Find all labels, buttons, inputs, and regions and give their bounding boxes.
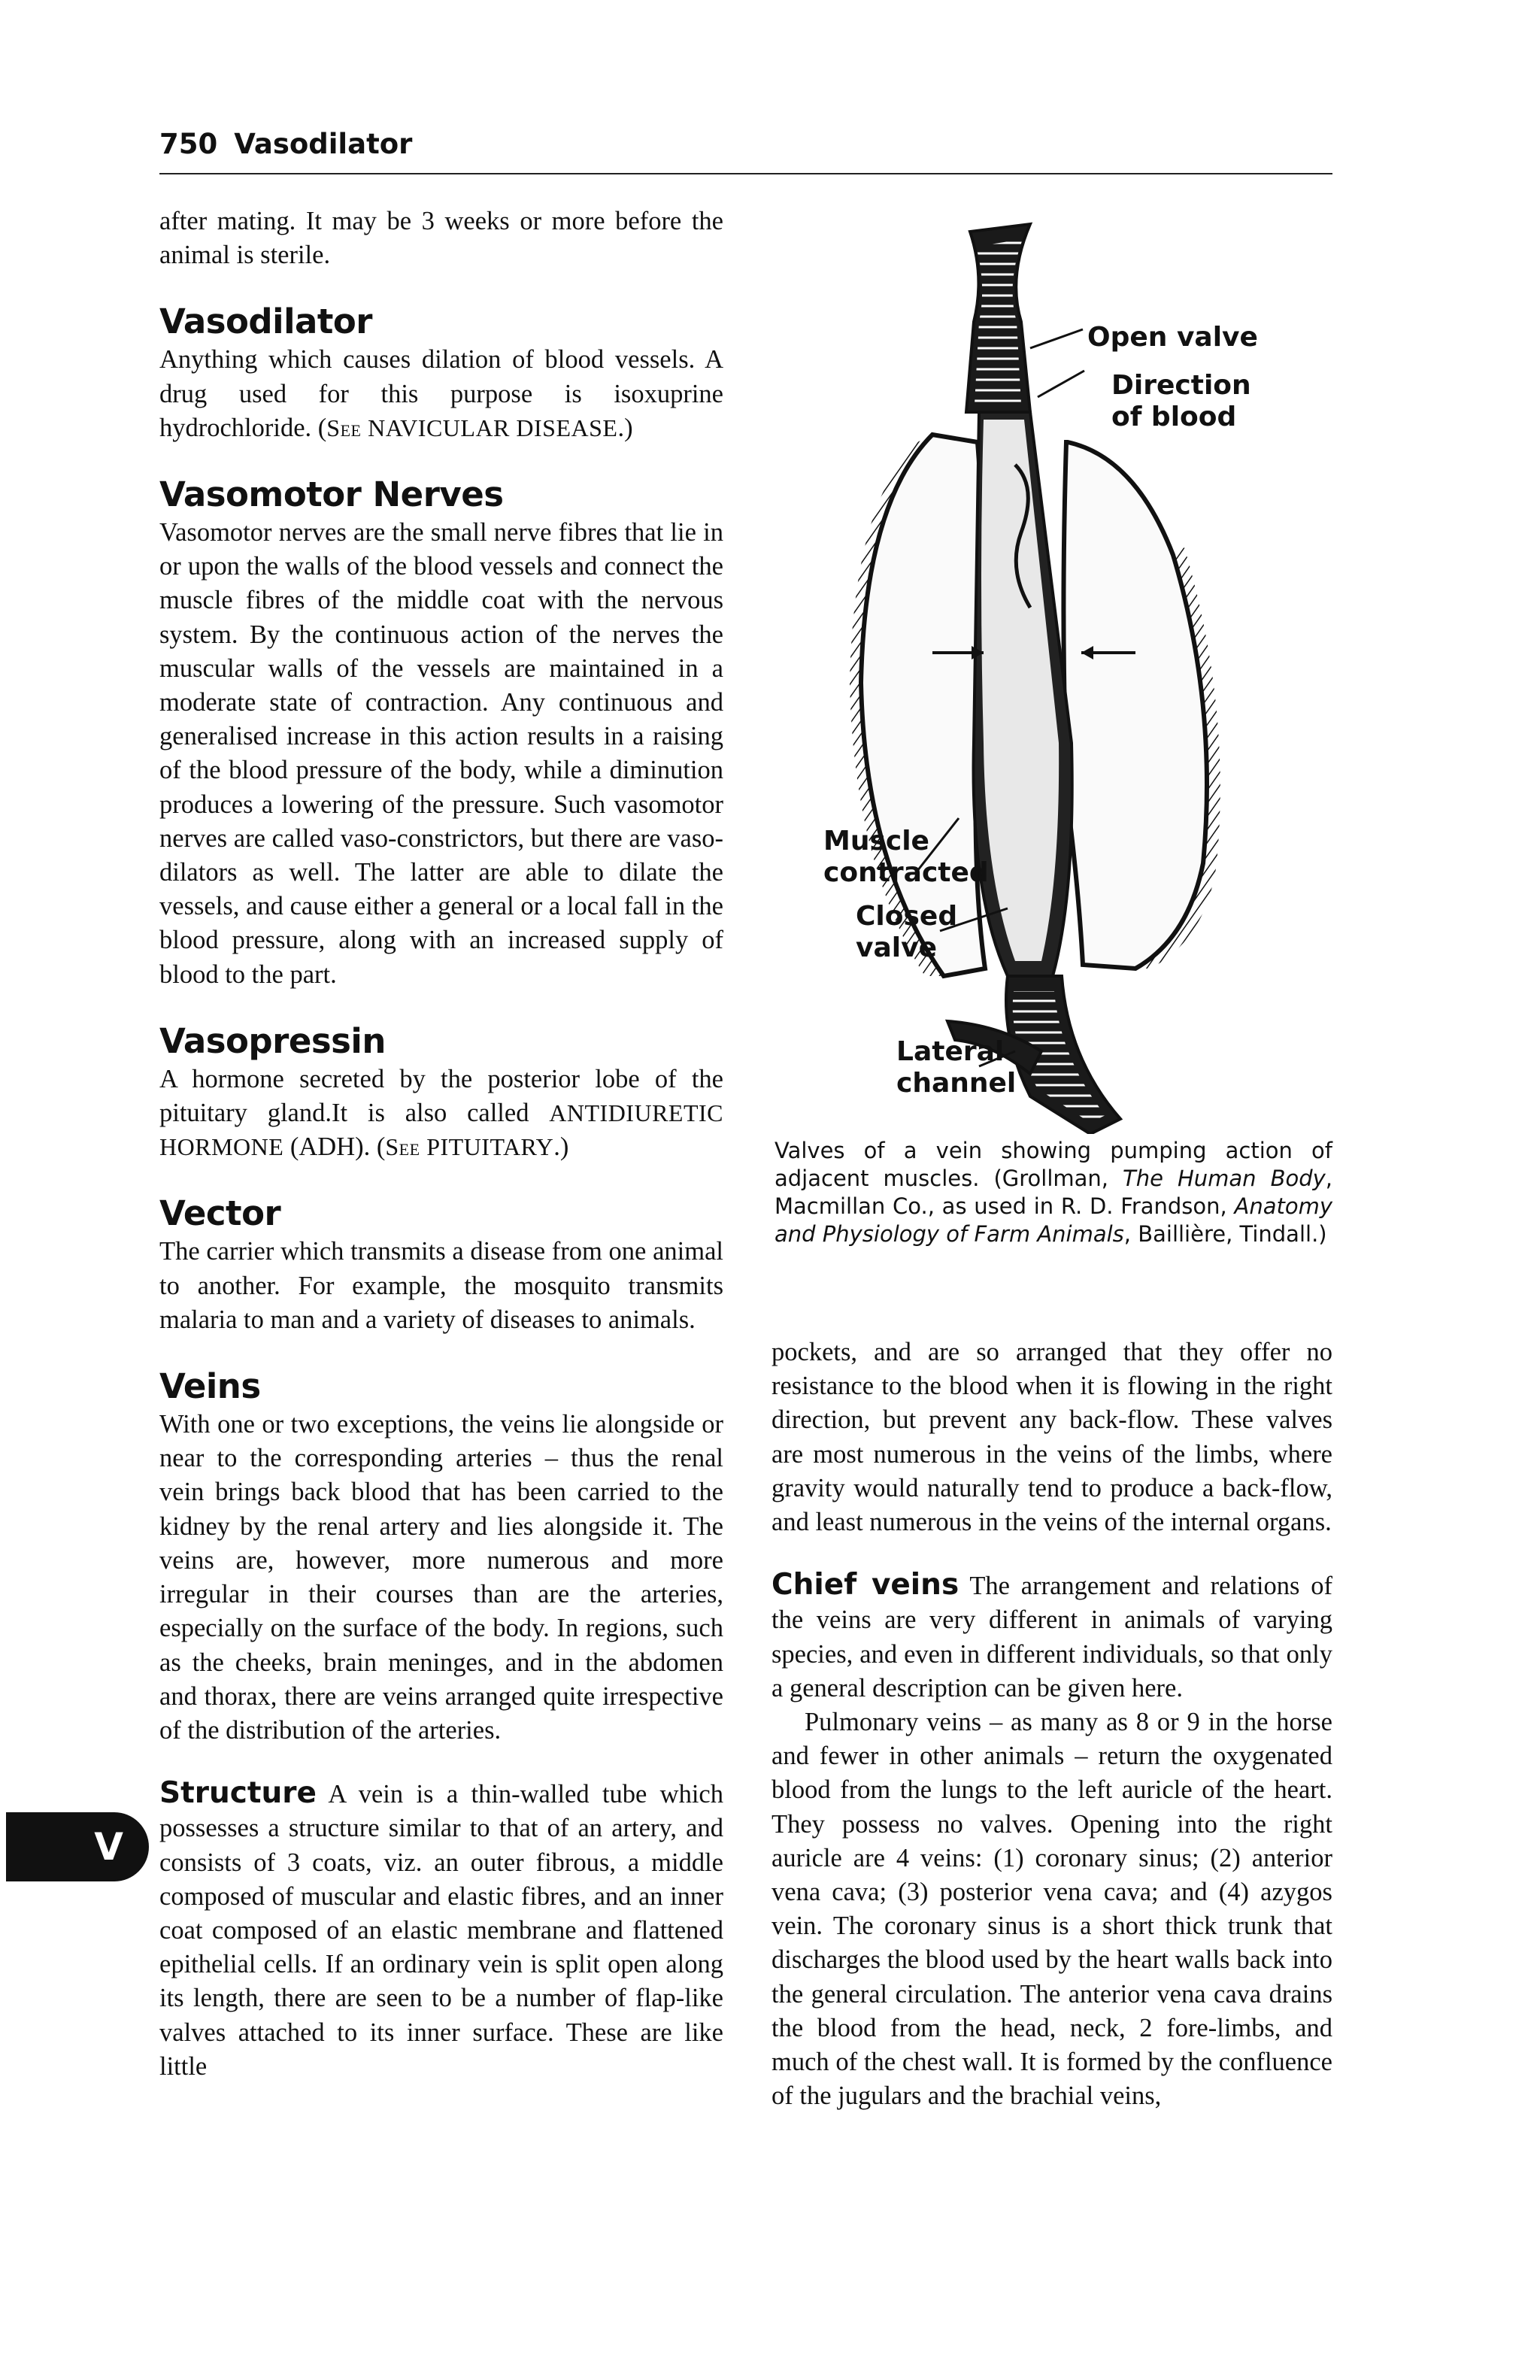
subentry-chief-veins — [772, 1568, 1332, 2113]
entry-vasopressin — [159, 1020, 723, 1165]
see-label: See — [385, 1133, 420, 1161]
entry-title: Vasomotor Nerves — [159, 474, 504, 515]
label-closed: Closed — [856, 901, 958, 932]
entry-title: Vasopressin — [159, 1020, 386, 1061]
entry-body: The carrier which transmits a disease from one animal to another. For example, the mosquito transmits malaria to man and a variety of diseases to animals. — [159, 1237, 723, 1334]
muscle-right — [1063, 442, 1207, 969]
cross-reference: ANTIDIURETIC HORMONE — [159, 1099, 723, 1161]
left-column — [159, 205, 723, 2084]
page-number: 750 — [159, 128, 218, 160]
label-of-blood: of blood — [1111, 402, 1237, 432]
subentry-structure — [159, 1776, 723, 2084]
entry-title: Vasodilator — [159, 302, 372, 342]
thumb-index-tab — [6, 1812, 149, 1881]
label-channel: channel — [896, 1068, 1017, 1099]
continuation-text: after mating. It may be 3 weeks or more before the animal is sterile. — [159, 207, 723, 270]
continuation-text: pockets, and are so arranged that they offer no resistance to the blood when it is flowing in the right direction, but prevent any back-flow. These valves are most numerous in the veins of the limbs, where gravity would naturally tend to produce a back-flow, and least numerous in the veins of the internal organs. — [772, 1338, 1332, 1537]
label-direction: Direction — [1111, 370, 1251, 401]
label-muscle: Muscle — [823, 826, 929, 856]
cross-reference: PITUITARY — [426, 1133, 554, 1161]
caption-title: Anatomy and Physiology of Farm Animals — [775, 1193, 1332, 1247]
thumb-index-letter: V — [94, 1825, 123, 1869]
vein-valve-figure — [782, 217, 1323, 1134]
entry-vasomotor-nerves — [159, 474, 723, 992]
caption-title: The Human Body — [1123, 1166, 1326, 1191]
see-label: See — [326, 414, 362, 441]
entry-body: Pulmonary veins – as many as 8 or 9 in the horse and fewer in other animals – return the oxygenated blood from the lungs to the left auricle of the heart. They possess no valves. Opening into the right auricle are 4 veins: (1) coronary sinus; (2) anterior vena cava; (3) posterior vena cava; and (4) azygos vein. The coronary sinus is a short thick trunk that discharges the blood used by the heart walls back into the general circulation. The anterior vena cava drains the blood from the head, neck, 2 fore-limbs, and much of the chest wall. It is formed by the confluence of the jugulars and the brachial veins, — [772, 1708, 1332, 2111]
subentry-heading: Chief veins — [772, 1568, 959, 1602]
label-lateral: Lateral — [896, 1036, 1005, 1067]
entry-body: Structure A vein is a thin-walled tube which possesses a structure similar to that of an artery, and consists of 3 coats, viz. an outer fibrous, a middle composed of muscular and elastic fibres, and an inner coat composed of an elastic membrane and flattened epithelial cells. If an ordinary vein is split open along its length, there are seen to be a number of flap-like valves attached to its inner surface. These are like little — [159, 1776, 723, 2081]
entry-body: A hormone secreted by the posterior lobe of the pituitary gland.It is also called ANTIDIURETIC HORMONE (ADH). (See PITUITARY.) — [159, 1064, 723, 1162]
entry-vasodilator — [159, 301, 723, 445]
entry-body: With one or two exceptions, the veins lie alongside or near to the corresponding arteries – thus the renal vein brings back blood that has been carried to the kidney by the renal artery and lies alongside it. The veins are, however, more numerous and more irregular in their courses than are the arteries, especially on the surface of the body. In regions, such as the cheeks, brain meninges, and in the abdomen and thorax, there are veins arranged quite irrespective of the distribution of the arteries. — [159, 1410, 723, 1745]
label-valve: valve — [856, 932, 937, 963]
label-contracted: contracted — [823, 857, 989, 888]
running-title: Vasodilator — [234, 128, 413, 160]
entry-title: Vector — [159, 1193, 281, 1234]
figure-caption: Valves of a vein showing pumping action of adjacent muscles. (Grollman, The Human Body, Macmillan Co., as used in R. D. Frandson, Anatomy and Physiology of Farm Animals, Baillière, Tindall.) — [775, 1138, 1332, 1247]
entry-body: Vasomotor nerves are the small nerve fibres that lie in or upon the walls of the blood vessels and connect the muscle fibres of the middle coat with the nervous system. By the continuous action of the nerves the muscular walls of the vessels are maintained in a moderate state of contraction. Any continuous and generalised increase in this action results in a raising of the blood pressure of the body, while a diminution produces a lowering of the pressure. Such vasomotor nerves are called vaso-constrictors, but there are vaso-dilators as well. The latter are able to dilate the vessels, and cause either a general or a local fall in the blood pressure, along with an increased supply of blood to the part. — [159, 518, 723, 989]
cross-reference: NAVICULAR DISEASE — [368, 414, 618, 441]
vein-valve-illustration — [782, 217, 1323, 1134]
right-column — [772, 1336, 1332, 2113]
entry-vector — [159, 1193, 723, 1337]
subentry-heading: Structure — [159, 1776, 317, 1811]
label-open-valve: Open valve — [1087, 322, 1258, 353]
header-rule — [159, 173, 1332, 174]
running-head — [159, 126, 1332, 162]
entry-body: Chief veins The arrangement and relations of the veins are very different in animals of varying species, and even in different individuals, so that only a general description can be given here. — [772, 1568, 1332, 1702]
entry-veins — [159, 1366, 723, 1748]
entry-title: Veins — [159, 1366, 261, 1407]
entry-body: Anything which causes dilation of blood vessels. A drug used for this purpose is isoxuprine hydrochloride. (See NAVICULAR DISEASE.) — [159, 345, 723, 442]
